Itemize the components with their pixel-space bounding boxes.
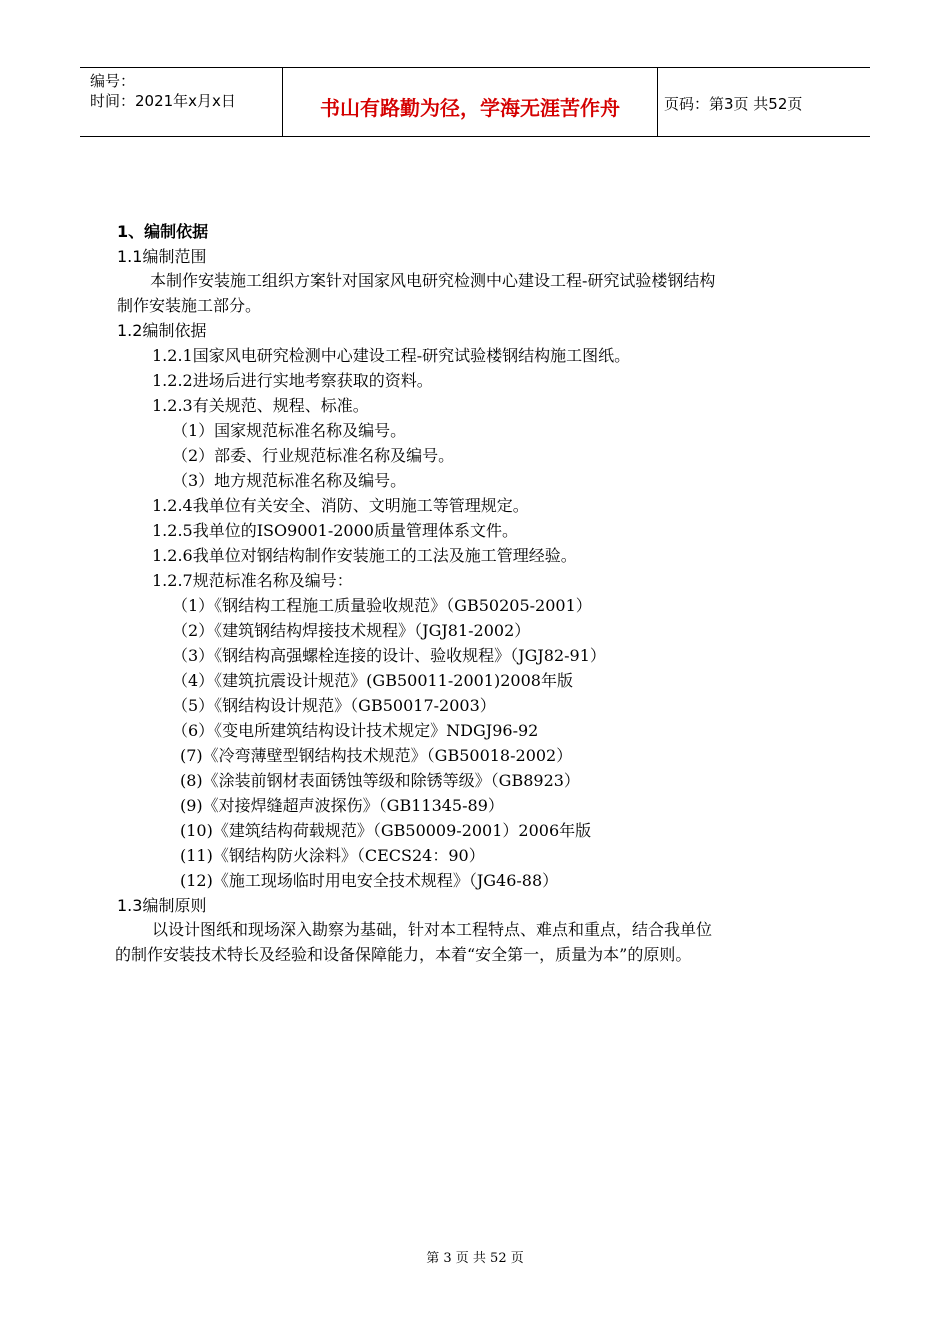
header-page-info: 页码：第3页 共52页 <box>664 95 803 113</box>
section-1-3-paragraph-line: 以设计图纸和现场深入勘察为基础，针对本工程特点、难点和重点，结合我单位 <box>152 920 713 939</box>
section-heading: 1、编制依据 <box>117 222 209 241</box>
list-item: （1）《钢结构工程施工质量验收规范》（GB50205-2001） <box>172 596 592 615</box>
list-item: 1.2.6我单位对钢结构制作安装施工的工法及施工管理经验。 <box>152 546 577 565</box>
list-item: (7)《冷弯薄壁型钢结构技术规范》（GB50018-2002） <box>180 746 573 765</box>
header-page-cell <box>658 68 870 136</box>
list-item: 1.2.5我单位的ISO9001-2000质量管理体系文件。 <box>152 521 518 540</box>
list-item: （4）《建筑抗震设计规范》(GB50011-2001)2008年版 <box>172 671 573 690</box>
list-item: 1.2.3有关规范、规程、标准。 <box>152 396 369 415</box>
list-item: （1）国家规范标准名称及编号。 <box>172 421 407 440</box>
section-1-3-paragraph-line: 的制作安装技术特长及经验和设备保障能力，本着“安全第一，质量为本”的原则。 <box>115 945 692 964</box>
page-footer: 第 3 页 共 52 页 <box>426 1251 524 1266</box>
list-item: 1.2.1国家风电研究检测中心建设工程-研究试验楼钢结构施工图纸。 <box>152 346 631 365</box>
header-meta-cell <box>80 68 283 136</box>
section-1-1-paragraph-line: 本制作安装施工组织方案针对国家风电研究检测中心建设工程-研究试验楼钢结构 <box>150 271 716 290</box>
list-item: （3）《钢结构高强螺栓连接的设计、验收规程》（JGJ82-91） <box>172 646 606 665</box>
document-time-label: 时间：2021年x月x日 <box>90 92 236 110</box>
header-motto: 书山有路勤为径，学海无涯苦作舟 <box>320 96 620 120</box>
list-item: （6）《变电所建筑结构设计技术规定》NDGJ96-92 <box>172 721 539 740</box>
list-item: （2）部委、行业规范标准名称及编号。 <box>172 446 455 465</box>
list-item: （2）《建筑钢结构焊接技术规程》（JGJ81-2002） <box>172 621 531 640</box>
header-motto-cell <box>283 68 658 136</box>
list-item: (8)《涂装前钢材表面锈蚀等级和除锈等级》（GB8923） <box>180 771 580 790</box>
list-item: （3）地方规范标准名称及编号。 <box>172 471 407 490</box>
page-header <box>80 67 870 137</box>
list-item: 1.2.4我单位有关安全、消防、文明施工等管理规定。 <box>152 496 529 515</box>
section-1-2-title: 1.2编制依据 <box>117 321 207 340</box>
list-item: 1.2.7规范标准名称及编号： <box>152 571 353 590</box>
section-1-3-title: 1.3编制原则 <box>117 896 207 915</box>
section-1-1-paragraph-line: 制作安装施工部分。 <box>117 296 262 315</box>
list-item: (12)《施工现场临时用电安全技术规程》（JG46-88） <box>180 871 559 890</box>
list-item: （5）《钢结构设计规范》（GB50017-2003） <box>172 696 496 715</box>
list-item: 1.2.2进场后进行实地考察获取的资料。 <box>152 371 433 390</box>
section-1-1-title: 1.1编制范围 <box>117 247 207 266</box>
document-number-label: 编号： <box>90 72 136 90</box>
list-item: (9)《对接焊缝超声波探伤》（GB11345-89） <box>180 796 504 815</box>
list-item: (11)《钢结构防火涂料》（CECS24：90） <box>180 846 485 865</box>
list-item: (10)《建筑结构荷载规范》（GB50009-2001）2006年版 <box>180 821 592 840</box>
